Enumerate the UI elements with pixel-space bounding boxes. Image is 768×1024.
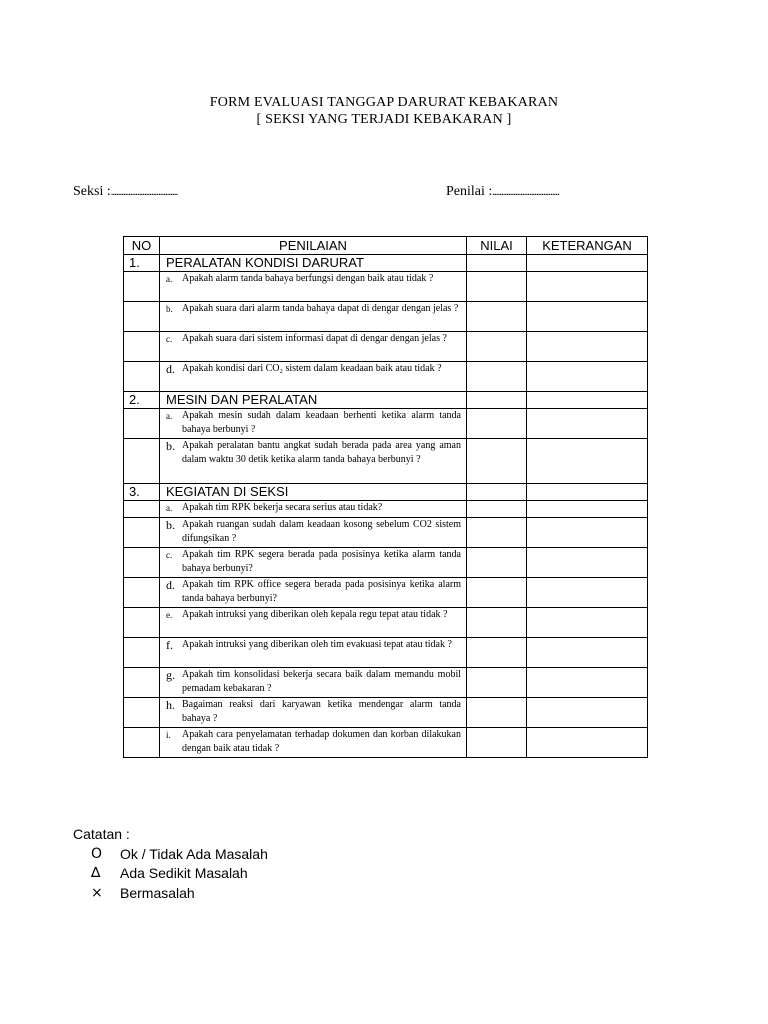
question-letter: f. — [166, 638, 173, 652]
nilai-cell[interactable] — [467, 578, 527, 608]
header-nilai: NILAI — [467, 237, 527, 255]
question-text: Bagaiman reaksi dari karyawan ketika mendengar alarm tanda bahaya ? — [182, 699, 461, 724]
question-cell — [160, 362, 467, 392]
question-text: Apakah intruksi yang diberikan oleh tim evakuasi tepat atau tidak ? — [182, 639, 452, 650]
question-row — [124, 668, 648, 698]
nilai-cell[interactable] — [467, 518, 527, 548]
question-letter: h. — [166, 698, 175, 712]
question-text: Apakah suara dari alarm tanda bahaya dapat di dengar dengan jelas ? — [182, 303, 459, 314]
question-letter: d. — [166, 362, 175, 376]
question-row — [124, 728, 648, 758]
question-cell — [160, 518, 467, 548]
question-cell — [160, 501, 467, 518]
section-number: 3. — [124, 484, 160, 501]
keterangan-cell[interactable] — [527, 728, 648, 758]
form-title: FORM EVALUASI TANGGAP DARURAT KEBAKARAN — [209, 95, 559, 110]
question-text: Apakah mesin sudah dalam keadaan berhenti ketika alarm tanda bahaya berbunyi ? — [182, 410, 461, 435]
no-cell — [124, 608, 160, 638]
keterangan-cell[interactable] — [527, 698, 648, 728]
legend-item-ok — [91, 846, 268, 862]
question-text: Apakah kondisi dari CO₂ sistem dalam keadaan baik atau tidak ? — [182, 363, 442, 374]
table-header-row — [124, 237, 648, 255]
keterangan-cell[interactable] — [527, 439, 648, 484]
nilai-cell[interactable] — [467, 484, 527, 501]
nilai-cell[interactable] — [467, 698, 527, 728]
nilai-cell[interactable] — [467, 608, 527, 638]
question-text: Apakah tim RPK bekerja secara serius atau tidak? — [182, 502, 383, 513]
no-cell — [124, 272, 160, 302]
nilai-cell[interactable] — [467, 272, 527, 302]
question-text: Apakah intruksi yang diberikan oleh kepala regu tepat atau tidak ? — [182, 609, 448, 620]
keterangan-cell[interactable] — [527, 332, 648, 362]
notes-label: Catatan : — [73, 826, 130, 842]
nilai-cell[interactable] — [467, 728, 527, 758]
question-letter: b. — [166, 518, 175, 532]
no-cell — [124, 548, 160, 578]
keterangan-cell[interactable] — [527, 501, 648, 518]
no-cell — [124, 728, 160, 758]
section-title: MESIN DAN PERALATAN — [160, 392, 467, 409]
section-row — [124, 484, 648, 501]
question-cell — [160, 409, 467, 439]
question-row — [124, 362, 648, 392]
question-cell — [160, 578, 467, 608]
keterangan-cell[interactable] — [527, 518, 648, 548]
header-keterangan: KETERANGAN — [527, 237, 648, 255]
seksi-field — [73, 184, 177, 200]
legend-item-problem — [91, 885, 195, 901]
cross-icon: × — [91, 885, 103, 901]
question-row — [124, 302, 648, 332]
question-row — [124, 439, 648, 484]
question-letter: g. — [166, 668, 175, 682]
nilai-cell[interactable] — [467, 409, 527, 439]
legend-item-minor — [91, 865, 248, 881]
no-cell — [124, 668, 160, 698]
no-cell — [124, 332, 160, 362]
nilai-cell[interactable] — [467, 548, 527, 578]
seksi-input-line[interactable]: ...................................... — [110, 186, 178, 198]
keterangan-cell[interactable] — [527, 302, 648, 332]
legend-text: Ok / Tidak Ada Masalah — [120, 846, 268, 862]
section-row — [124, 255, 648, 272]
question-cell — [160, 332, 467, 362]
question-letter: e. — [166, 610, 173, 620]
question-row — [124, 518, 648, 548]
keterangan-cell[interactable] — [527, 548, 648, 578]
keterangan-cell[interactable] — [527, 392, 648, 409]
section-row — [124, 392, 648, 409]
no-cell — [124, 362, 160, 392]
question-cell — [160, 638, 467, 668]
question-row — [124, 698, 648, 728]
question-letter: a. — [166, 274, 173, 284]
no-cell — [124, 439, 160, 484]
form-subtitle: [ SEKSI YANG TERJADI KEBAKARAN ] — [256, 112, 512, 127]
no-cell — [124, 501, 160, 518]
question-letter: i. — [166, 730, 171, 740]
question-cell — [160, 548, 467, 578]
triangle-icon: ∆ — [91, 865, 101, 881]
nilai-cell[interactable] — [467, 668, 527, 698]
question-text: Apakah cara penyelamatan terhadap dokumen dan korban dilakukan dengan baik atau tidak ? — [182, 729, 461, 754]
legend-text: Ada Sedikit Masalah — [120, 865, 248, 881]
no-cell — [124, 578, 160, 608]
question-row — [124, 638, 648, 668]
question-row — [124, 608, 648, 638]
penilai-label: Penilai : — [446, 184, 493, 199]
keterangan-cell[interactable] — [527, 255, 648, 272]
penilai-field — [446, 184, 559, 200]
question-cell — [160, 608, 467, 638]
nilai-cell[interactable] — [467, 302, 527, 332]
question-text: Apakah peralatan bantu angkat sudah berada pada area yang aman dalam waktu 30 detik ketika alarm tanda bahaya berbunyi ? — [182, 440, 461, 465]
nilai-cell[interactable] — [467, 392, 527, 409]
no-cell — [124, 409, 160, 439]
question-row — [124, 409, 648, 439]
keterangan-cell[interactable] — [527, 578, 648, 608]
question-cell — [160, 439, 467, 484]
section-number: 1. — [124, 255, 160, 272]
legend-text: Bermasalah — [120, 885, 195, 901]
question-text: Apakah ruangan sudah dalam keadaan kosong sebelum CO2 sistem difungsikan ? — [182, 519, 461, 544]
keterangan-cell[interactable] — [527, 409, 648, 439]
question-letter: a. — [166, 411, 173, 421]
keterangan-cell[interactable] — [527, 484, 648, 501]
question-text: Apakah alarm tanda bahaya berfungsi dengan baik atau tidak ? — [182, 273, 434, 284]
question-cell — [160, 698, 467, 728]
question-letter: c. — [166, 334, 173, 344]
section-title: KEGIATAN DI SEKSI — [160, 484, 467, 501]
question-letter: a. — [166, 503, 173, 513]
no-cell — [124, 518, 160, 548]
penilai-input-line[interactable]: ...................................... — [492, 186, 559, 198]
header-penilaian: PENILAIAN — [160, 237, 467, 255]
keterangan-cell[interactable] — [527, 608, 648, 638]
nilai-cell[interactable] — [467, 501, 527, 518]
question-row — [124, 272, 648, 302]
question-row — [124, 332, 648, 362]
question-row — [124, 578, 648, 608]
section-title: PERALATAN KONDISI DARURAT — [160, 255, 467, 272]
nilai-cell[interactable] — [467, 255, 527, 272]
seksi-label: Seksi : — [73, 184, 111, 199]
question-cell — [160, 272, 467, 302]
question-text: Apakah suara dari sistem informasi dapat di dengar dengan jelas ? — [182, 333, 447, 344]
header-no: NO — [124, 237, 160, 255]
question-text: Apakah tim konsolidasi bekerja secara baik dalam memandu mobil pemadam kebakaran ? — [182, 669, 461, 694]
question-letter: d. — [166, 578, 175, 592]
question-letter: c. — [166, 550, 173, 560]
keterangan-cell[interactable] — [527, 272, 648, 302]
nilai-cell[interactable] — [467, 332, 527, 362]
question-text: Apakah tim RPK office segera berada pada posisinya ketika alarm tanda bahaya berbunyi? — [182, 579, 461, 604]
keterangan-cell[interactable] — [527, 668, 648, 698]
question-letter: b. — [166, 439, 175, 453]
question-text: Apakah tim RPK segera berada pada posisinya ketika alarm tanda bahaya berbunyi? — [182, 549, 461, 574]
keterangan-cell[interactable] — [527, 638, 648, 668]
question-cell — [160, 302, 467, 332]
nilai-cell[interactable] — [467, 362, 527, 392]
section-number: 2. — [124, 392, 160, 409]
question-letter: b. — [166, 304, 173, 314]
keterangan-cell[interactable] — [527, 362, 648, 392]
circle-icon: O — [91, 846, 103, 862]
no-cell — [124, 698, 160, 728]
no-cell — [124, 302, 160, 332]
no-cell — [124, 638, 160, 668]
evaluation-table — [123, 236, 648, 758]
nilai-cell[interactable] — [467, 638, 527, 668]
question-row — [124, 548, 648, 578]
question-row — [124, 501, 648, 518]
question-cell — [160, 728, 467, 758]
nilai-cell[interactable] — [467, 439, 527, 484]
question-cell — [160, 668, 467, 698]
